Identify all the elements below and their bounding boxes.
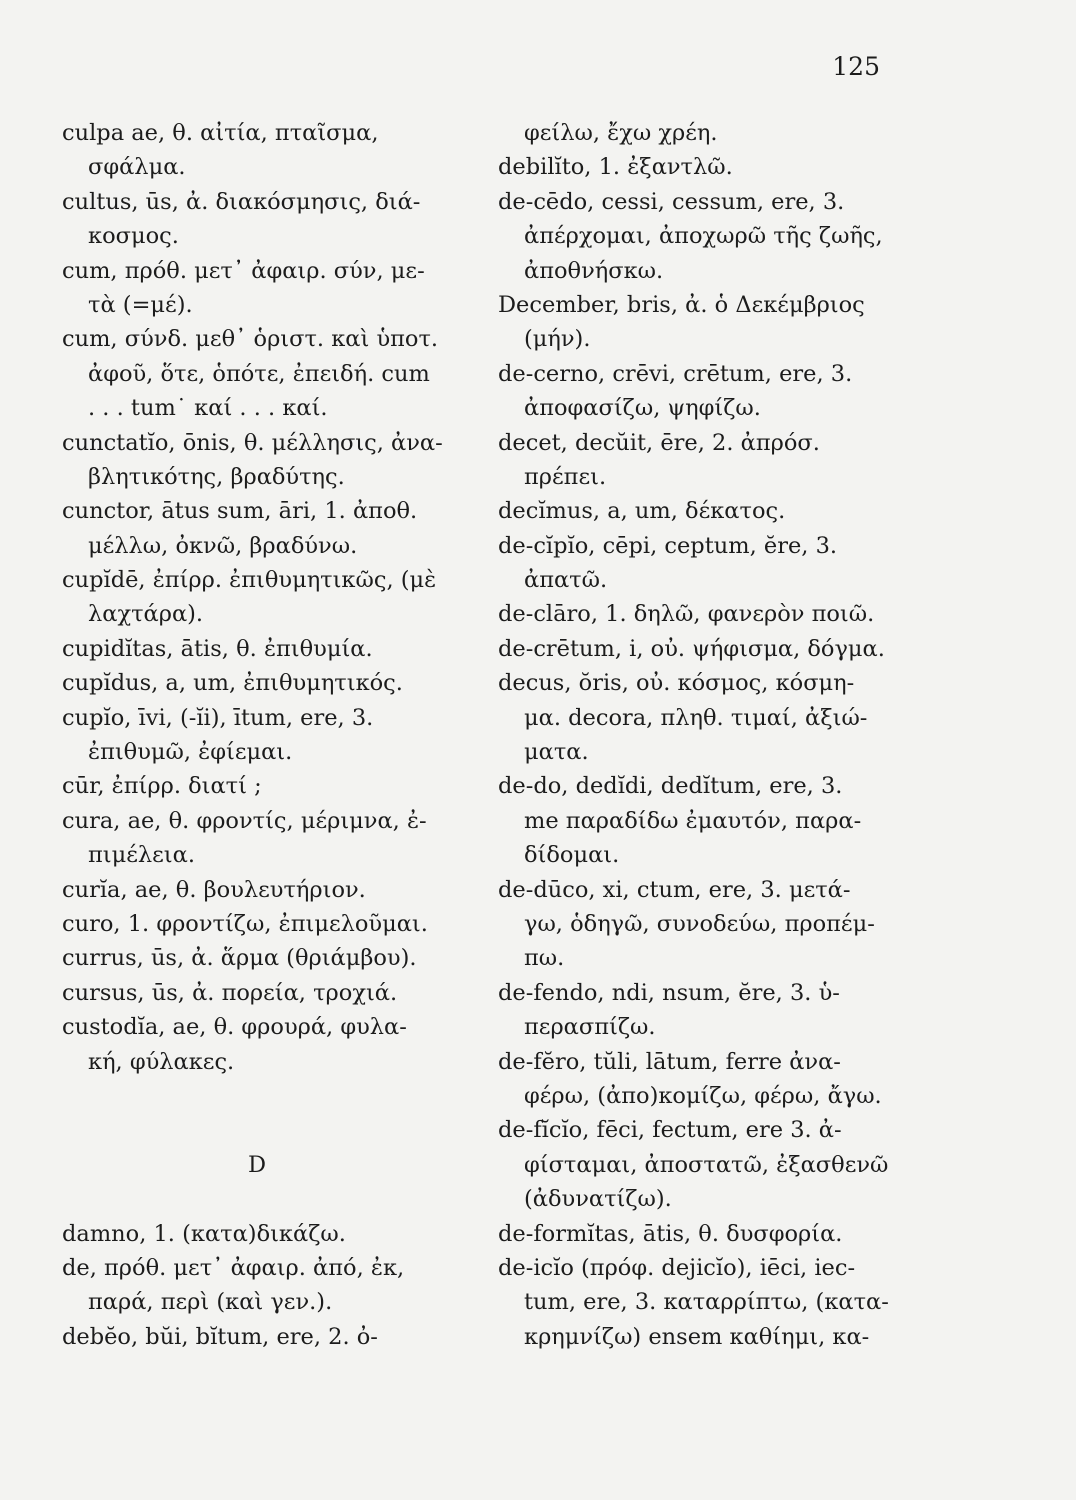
entry-continuation: παρά, περὶ (καὶ γεν.). (88, 1289, 333, 1316)
entry-continuation: φέρω, (ἀπο)κομίζω, φέρω, ἄγω. (524, 1082, 882, 1109)
entry-line: December, bris, ἀ. ὁ Δεκέμβριος (498, 291, 865, 318)
entry-line: de-formĭtas, ātis, θ. δυσφορία. (498, 1220, 843, 1247)
entry-line: cursus, ūs, ἀ. πορεία, τροχιά. (62, 979, 398, 1006)
entry-continuation: κοσμος. (88, 223, 179, 250)
entry-continuation: βλητικότης, βραδύτης. (88, 463, 345, 490)
entry-line: de-cerno, crēvi, crētum, ere, 3. (498, 360, 853, 387)
entry-continuation: φείλω, ἔχω χρέη. (524, 120, 718, 146)
entry-line: cunctor, ātus sum, āri, 1. ἀποθ. (62, 498, 418, 525)
entry-line: de-cēdo, cessi, cessum, ere, 3. (498, 188, 845, 215)
page-number: 125 (832, 52, 880, 81)
entry-continuation: πρέπει. (524, 463, 607, 490)
entry-continuation: λαχτάρα). (88, 601, 204, 628)
entry-line: curo, 1. φροντίζω, ἐπιμελοῦμαι. (62, 910, 428, 937)
entry-line: cum, πρόθ. μετ᾽ ἀφαιρ. σύν, με- (62, 257, 425, 284)
entry-line: de-fendo, ndi, nsum, ĕre, 3. ὑ- (498, 979, 840, 1006)
entry-line: decet, decŭit, ēre, 2. ἀπρόσ. (498, 429, 820, 456)
entry-line: custodĭa, ae, θ. φρουρά, φυλα- (62, 1014, 407, 1041)
entry-line: cupĭdus, a, um, ἐπιθυμητικός. (62, 670, 403, 697)
entry-line: cupĭo, īvi, (-ĭi), ītum, ere, 3. (62, 704, 374, 731)
entry-line: cum, σύνδ. μεθ᾽ ὁριστ. καὶ ὑποτ. (62, 326, 439, 353)
blank-line (62, 1113, 482, 1147)
left-column (62, 116, 482, 1354)
entry-line: de-icĭo (πρόφ. dejicĭo), iēci, iec- (498, 1254, 856, 1281)
entry-line: de-dūco, xi, ctum, ere, 3. μετά- (498, 876, 851, 903)
blank-line (62, 1182, 482, 1216)
entry-continuation: (μήν). (524, 326, 591, 353)
entry-continuation: tum, ere, 3. καταρρίπτω, (κατα- (524, 1289, 889, 1316)
entry-line: cupidĭtas, ātis, θ. ἐπιθυμία. (62, 635, 373, 662)
entry-continuation: ἀποφασίζω, ψηφίζω. (524, 395, 761, 422)
blank-line (62, 1079, 482, 1113)
entry-line: de-cĭpĭo, cēpi, ceptum, ĕre, 3. (498, 532, 838, 559)
entry-continuation: μέλλω, ὀκνῶ, βραδύνω. (88, 532, 358, 559)
entry-continuation: ἀποθνήσκω. (524, 257, 664, 284)
entry-line: de-fĕro, tŭli, lātum, ferre ἀνα- (498, 1048, 841, 1075)
entry-continuation: κρημνίζω) ensem καθίημι, κα- (524, 1323, 870, 1350)
entry-continuation: me παραδίδω ἐμαυτόν, παρα- (524, 807, 862, 834)
entry-line: curĭa, ae, θ. βουλευτήριον. (62, 876, 366, 903)
entry-continuation: ἀπατῶ. (524, 567, 608, 594)
entry-continuation: σφάλμα. (88, 154, 186, 181)
entry-line: cunctatĭo, ōnis, θ. μέλλησις, ἀνα- (62, 429, 443, 456)
entry-continuation: ἀπέρχομαι, ἀποχωρῶ τῆς ζωῆς, (524, 223, 883, 250)
section-heading: D (247, 1151, 267, 1178)
entry-continuation: ματα. (524, 739, 589, 766)
entry-line: debilĭto, 1. ἐξαντλῶ. (498, 154, 733, 181)
entry-continuation: (ἀδυνατίζω). (524, 1186, 672, 1213)
entry-line: de-crētum, i, οὐ. ψήφισμα, δόγμα. (498, 635, 885, 662)
entry-line: cūr, ἐπίρρ. διατί ; (62, 773, 262, 800)
entry-continuation: φίσταμαι, ἀποστατῶ, ἐξασθενῶ (524, 1151, 889, 1178)
entry-continuation: γω, ὁδηγῶ, συνοδεύω, προπέμ- (524, 910, 875, 937)
entry-continuation: περασπίζω. (524, 1014, 656, 1041)
entry-line: de-do, dedĭdi, dedĭtum, ere, 3. (498, 773, 843, 800)
entry-line: de-fĭcĭo, fēci, fectum, ere 3. ἀ- (498, 1117, 842, 1144)
entry-line: culpa ae, θ. αἰτία, πταῖσμα, (62, 120, 379, 146)
entry-continuation: ἀφοῦ, ὅτε, ὁπότε, ἐπειδή. cum (88, 360, 430, 387)
entry-continuation: πω. (524, 945, 565, 972)
entry-continuation: δίδομαι. (524, 842, 620, 869)
entry-continuation: κή, φύλακες. (88, 1048, 235, 1075)
entry-line: cultus, ūs, ἀ. διακόσμησις, διά- (62, 188, 421, 215)
entry-line: de, πρόθ. μετ᾽ ἀφαιρ. ἀπό, ἐκ, (62, 1254, 405, 1281)
entry-line: damno, 1. (κατα)δικάζω. (62, 1220, 346, 1247)
right-column (498, 116, 918, 1354)
entry-line: debĕo, bŭi, bĭtum, ere, 2. ὀ- (62, 1323, 378, 1350)
entry-line: currus, ūs, ἀ. ἅρμα (θριάμβου). (62, 945, 417, 972)
entry-line: cura, ae, θ. φροντίς, μέριμνα, ἐ- (62, 807, 427, 834)
entry-line: decus, ŏris, οὐ. κόσμος, κόσμη- (498, 670, 855, 697)
entry-continuation: τὰ (=μέ). (88, 291, 193, 318)
entry-line: decĭmus, a, um, δέκατος. (498, 498, 786, 525)
entry-continuation: . . . tum˙ καί . . . καί. (88, 395, 328, 422)
entry-continuation: μα. decora, πληθ. τιμαί, ἀξιώ- (524, 704, 868, 731)
entry-continuation: πιμέλεια. (88, 842, 195, 869)
entry-line: de-clāro, 1. δηλῶ, φανερὸν ποιῶ. (498, 601, 875, 628)
entry-line: cupĭdē, ἐπίρρ. ἐπιθυμητικῶς, (μὲ (62, 567, 437, 594)
entry-continuation: ἐπιθυμῶ, ἐφίεμαι. (88, 739, 293, 766)
